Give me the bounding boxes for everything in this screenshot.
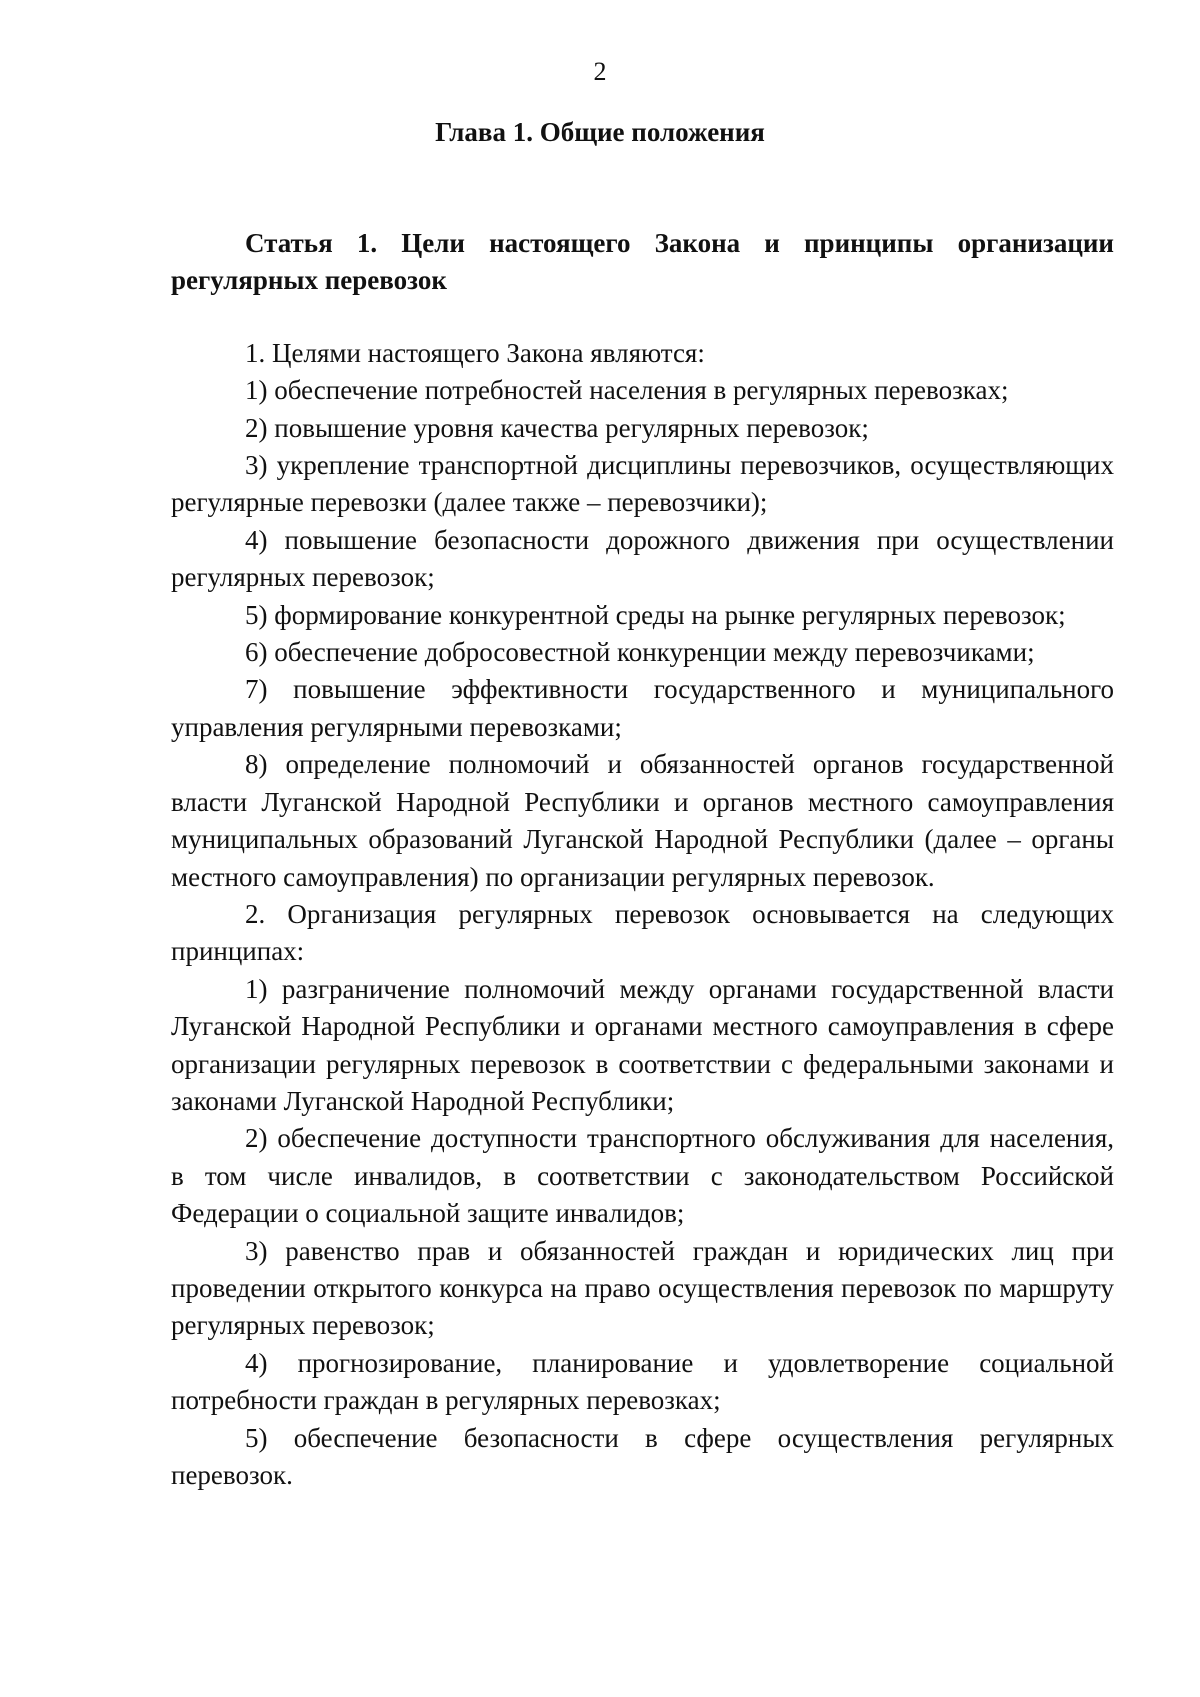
chapter-title: Глава 1. Общие положения xyxy=(435,117,765,147)
paragraph-goal-3: 3) укрепление транспортной дисциплины перевозчиков, осуществляющих регулярные перевозки (далее также – перевозчики); xyxy=(171,450,1114,518)
article-heading: Статья 1. Цели настоящего Закона и принципы организации регулярных перевозок xyxy=(171,228,1114,296)
paragraph-goal-8: 8) определение полномочий и обязанностей органов государственной власти Луганской Народной Республики и органов местного самоуправления муниципальных образований Луганской Народной Республики (далее – органы местного самоуправления) по организации регулярных перевозок. xyxy=(171,749,1114,892)
article-body xyxy=(171,225,1114,1494)
paragraph-goal-6: 6) обеспечение добросовестной конкуренции между перевозчиками; xyxy=(245,637,1035,668)
paragraph-goal-5: 5) формирование конкурентной среды на рынке регулярных перевозок; xyxy=(245,599,1066,630)
page-number: 2 xyxy=(593,57,607,86)
paragraph-principle-5: 5) обеспечение безопасности в сфере осуществления регулярных перевозок. xyxy=(171,1422,1114,1490)
paragraph-principles-intro: 2. Организация регулярных перевозок основывается на следующих принципах: xyxy=(171,898,1114,967)
paragraph-goal-2: 2) повышение уровня качества регулярных перевозок; xyxy=(245,412,869,443)
paragraph-goal-4: 4) повышение безопасности дорожного движения при осуществлении регулярных перевозок; xyxy=(171,524,1114,593)
paragraph-principle-4: 4) прогнозирование, планирование и удовлетворение социальной потребности граждан в регулярных перевозках; xyxy=(171,1347,1114,1416)
paragraph-principle-2: 2) обеспечение доступности транспортного обслуживания для населения, в том числе инвалидов, в соответствии с законодательством Российской Федерации о социальной защите инвалидов; xyxy=(171,1123,1114,1229)
paragraph-goals-intro: 1. Целями настоящего Закона являются: xyxy=(245,337,705,368)
paragraph-principle-1: 1) разграничение полномочий между органами государственной власти Луганской Народной Республики и органами местного самоуправления в сфере организации регулярных перевозок в соответствии с федеральными законами и законами Луганской Народной Республики; xyxy=(171,973,1114,1116)
paragraph-goal-7: 7) повышение эффективности государственного и муниципального управления регулярными перевозками; xyxy=(171,674,1114,742)
paragraph-goal-1: 1) обеспечение потребностей населения в регулярных перевозках; xyxy=(245,375,1009,406)
paragraph-principle-3: 3) равенство прав и обязанностей граждан и юридических лиц при проведении открытого конкурса на право осуществления перевозок по маршруту регулярных перевозок; xyxy=(171,1235,1114,1341)
